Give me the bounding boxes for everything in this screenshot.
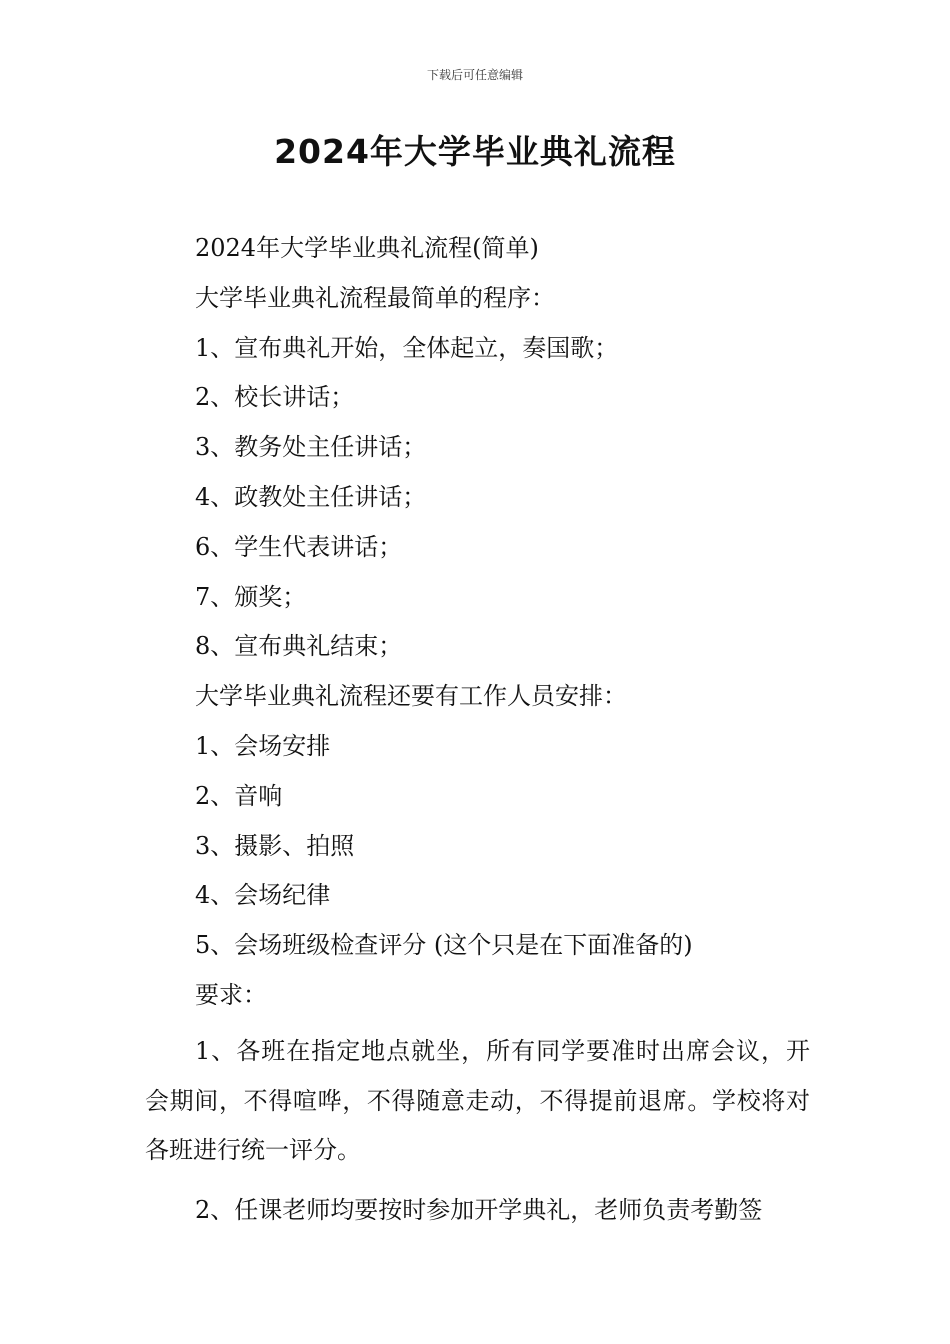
body-line-program-heading: 大学毕业典礼流程最简单的程序：: [195, 283, 555, 312]
body-line-subtitle: 2024年大学毕业典礼流程(简单): [195, 234, 539, 262]
body-line-staff-heading: 大学毕业典礼流程还要有工作人员安排：: [195, 682, 627, 711]
document-body: [145, 224, 810, 1236]
requirement-paragraph-2: 2、任课老师均要按时参加开学典礼，老师负责考勤签: [195, 1196, 763, 1225]
program-item-6: 6、学生代表讲话；: [195, 532, 403, 561]
program-item-2: 2、校长讲话；: [195, 383, 355, 412]
body-line-requirements-heading: 要求：: [195, 980, 267, 1009]
staff-item-5: 5、会场班级检查评分 (这个只是在下面准备的): [195, 931, 693, 960]
staff-item-4: 4、会场纪律: [195, 881, 331, 910]
page-header-note: 下载后可任意编辑: [426, 68, 523, 82]
staff-item-3: 3、摄影、拍照: [195, 831, 355, 860]
staff-item-2: 2、音响: [195, 781, 283, 810]
program-item-8: 8、宣布典礼结束；: [195, 632, 403, 661]
requirement-paragraph-1: 1、各班在指定地点就坐，所有同学要准时出席会议，开会期间，不得喧哗，不得随意走动，不得提前退席。学校将对各班进行统一评分。: [145, 1036, 810, 1165]
staff-item-1: 1、会场安排: [195, 731, 331, 760]
program-item-7: 7、颁奖；: [195, 582, 307, 611]
program-item-1: 1、宣布典礼开始，全体起立，奏国歌；: [195, 333, 619, 362]
document-title: 2024年大学毕业典礼流程: [274, 132, 676, 171]
program-item-4: 4、政教处主任讲话；: [195, 482, 427, 511]
program-item-3: 3、教务处主任讲话；: [195, 433, 427, 462]
